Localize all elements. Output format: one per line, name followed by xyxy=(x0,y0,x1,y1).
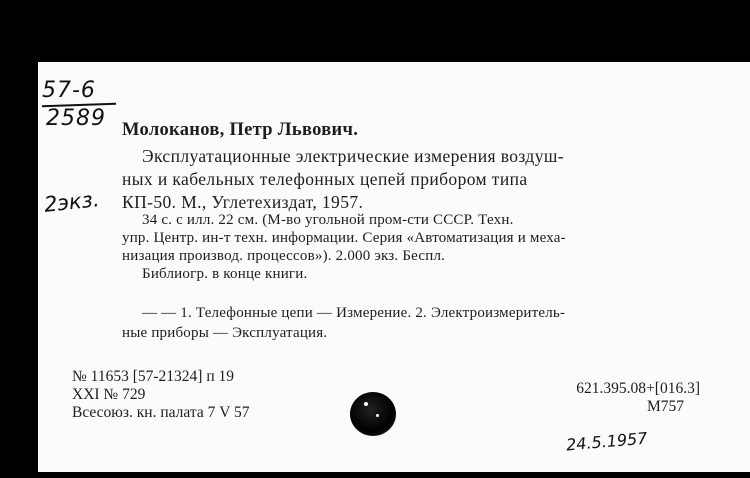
catalog-card xyxy=(38,62,750,472)
title-line-2: ных и кабельных телефонных цепей прибором типа xyxy=(122,169,528,189)
author-heading: Молоканов, Петр Львович. xyxy=(122,120,359,140)
udc-code: 621.395.08+[016.3] xyxy=(576,380,700,397)
physical-line-2: упр. Центр. ин-т техн. информации. Серия «Автоматизация и меха- xyxy=(122,230,566,246)
copies-note: 2экз. xyxy=(42,187,101,217)
subjects-line-1: — — 1. Телефонные цепи — Измерение. 2. Электроизмеритель- xyxy=(142,305,566,321)
title-line-1: Эксплуатационные электрические измерения воздуш- xyxy=(142,146,564,166)
registry-line-2: XXI № 729 xyxy=(72,386,146,403)
ink-stamp xyxy=(350,392,396,436)
title-line-3: КП-50. М., Углетехиздат, 1957. xyxy=(122,192,364,212)
physical-line-3: низация производ. процессов»). 2.000 экз. Беспл. xyxy=(122,248,446,264)
shelf-mark-bottom: 2589 xyxy=(46,106,106,131)
author-code: М757 xyxy=(646,398,684,415)
registry-line-3: Всесоюз. кн. палата 7 V 57 xyxy=(72,404,250,421)
physical-line-1: 34 с. с илл. 22 см. (М-во угольной пром-сти СССР. Техн. xyxy=(142,212,514,228)
subjects-line-2: ные приборы — Эксплуатация. xyxy=(122,325,328,341)
registry-line-1: № 11653 [57-21324] п 19 xyxy=(72,368,234,385)
handwritten-date-signature: 24.5.1957 xyxy=(565,428,649,455)
shelf-mark-top: 57-6 xyxy=(42,78,96,103)
bibliography-note: Библиогр. в конце книги. xyxy=(142,266,308,282)
